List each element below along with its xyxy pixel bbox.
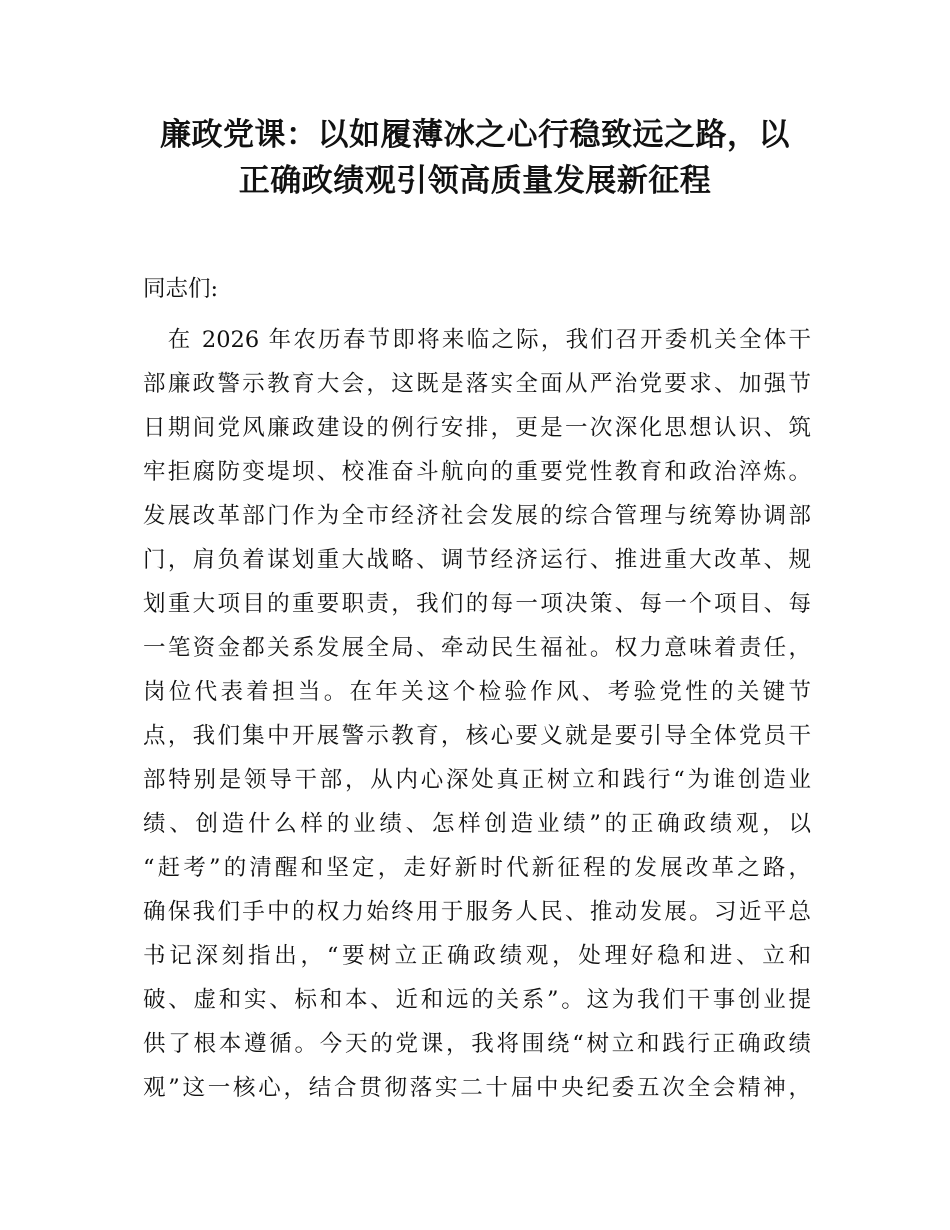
paragraph-line: 点，我们集中开展警示教育，核心要义就是要引导全体党员干 bbox=[143, 723, 811, 749]
paragraph-line: 岗位代表着担当。在年关这个检验作风、考验党性的关键节 bbox=[143, 679, 811, 705]
paragraph-line: 确保我们手中的权力始终用于服务人民、推动发展。习近平总 bbox=[143, 899, 811, 925]
paragraph-line: 绩、创造什么样的业绩、怎样创造业绩”的正确政绩观，以 bbox=[143, 811, 811, 837]
paragraph-line: 门，肩负着谋划重大战略、调节经济运行、推进重大改革、规 bbox=[143, 547, 811, 573]
title-line-2: 正确政绩观引领高质量发展新征程 bbox=[238, 163, 712, 199]
paragraph-line: 部廉政警示教育大会，这既是落实全面从严治党要求、加强节 bbox=[143, 371, 811, 397]
paragraph-line: 部特别是领导干部，从内心深处真正树立和践行“为谁创造业 bbox=[143, 767, 811, 793]
document-title bbox=[120, 112, 830, 204]
paragraph-line: 一笔资金都关系发展全局、牵动民生福祉。权力意味着责任， bbox=[143, 635, 811, 661]
paragraph-line: 发展改革部门作为全市经济社会发展的综合管理与统筹协调部 bbox=[143, 503, 811, 529]
paragraph-line: 观”这一核心，结合贯彻落实二十届中央纪委五次全会精神， bbox=[143, 1075, 811, 1101]
paragraph-line: 破、虚和实、标和本、近和远的关系”。这为我们干事创业提 bbox=[143, 987, 811, 1013]
document-body bbox=[143, 267, 811, 1110]
paragraph-line: 书记深刻指出，“要树立正确政绩观，处理好稳和进、立和 bbox=[143, 943, 811, 969]
title-line-1: 廉政党课：以如履薄冰之心行稳致远之路，以 bbox=[160, 117, 790, 153]
body-paragraph bbox=[143, 318, 811, 1110]
paragraph-line: 供了根本遵循。今天的党课，我将围绕“树立和践行正确政绩 bbox=[143, 1031, 811, 1057]
paragraph-line: 划重大项目的重要职责，我们的每一项决策、每一个项目、每 bbox=[143, 591, 811, 617]
paragraph-line: 牢拒腐防变堤坝、校准奋斗航向的重要党性教育和政治淬炼。 bbox=[143, 459, 811, 485]
paragraph-line: 日期间党风廉政建设的例行安排，更是一次深化思想认识、筑 bbox=[143, 415, 811, 441]
paragraph-line: “赶考”的清醒和坚定，走好新时代新征程的发展改革之路， bbox=[143, 855, 811, 881]
salutation: 同志们: bbox=[143, 276, 219, 302]
paragraph-line: 在 2026 年农历春节即将来临之际，我们召开委机关全体干 bbox=[143, 327, 811, 353]
